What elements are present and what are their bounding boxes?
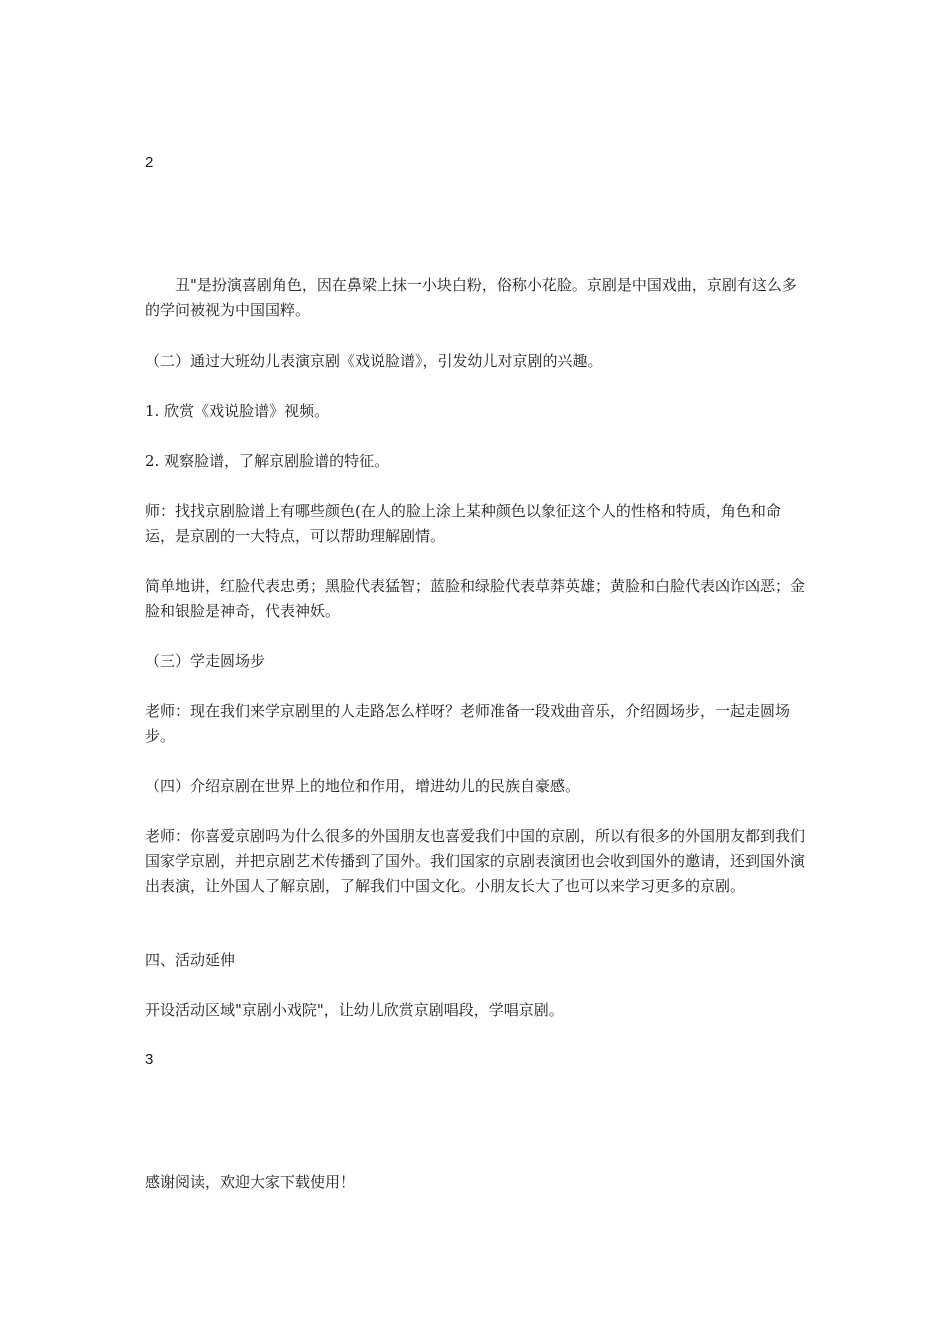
paragraph-teacher-world: 老师：你喜爱京剧吗为什么很多的外国朋友也喜爱我们中国的京剧，所以有很多的外国朋友都到我们国家学京剧，并把京剧艺术传播到了国外。我们国家的京剧表演团也会收到国外的邀请，还到国外演出表演，让外国人了解京剧，了解我们中国文化。小朋友长大了也可以来学习更多的京剧。 — [145, 827, 806, 895]
section-heading-3: （三）学走圆场步 — [145, 652, 266, 670]
list-item-1: 1. 欣赏《戏说脸谱》视频。 — [145, 402, 330, 420]
paragraph-activity-area: 开设活动区域"京剧小戏院"，让幼儿欣赏京剧唱段，学唱京剧。 — [145, 1001, 564, 1019]
closing-text: 感谢阅读，欢迎大家下载使用！ — [145, 1173, 356, 1191]
section-heading-4: （四）介绍京剧在世界上的地位和作用，增进幼儿的民族自豪感。 — [145, 777, 581, 795]
page-number-bottom: 3 — [145, 1051, 154, 1068]
page-number-top: 2 — [145, 154, 154, 171]
paragraph-chou-role: 丑"是扮演喜剧角色，因在鼻梁上抹一小块白粉，俗称小花脸。京剧是中国戏曲，京剧有这么多的学问被视为中国国粹。 — [145, 276, 797, 319]
section-heading-2: （二）通过大班幼儿表演京剧《戏说脸谱》，引发幼儿对京剧的兴趣。 — [145, 352, 603, 370]
section-heading-extension: 四、活动延伸 — [145, 951, 236, 969]
paragraph-teacher-walk: 老师：现在我们来学京剧里的人走路怎么样呀？老师准备一段戏曲音乐，介绍圆场步，一起走圆场步。 — [145, 702, 791, 745]
list-item-2: 2. 观察脸谱，了解京剧脸谱的特征。 — [145, 452, 390, 470]
paragraph-color-meanings: 简单地讲，红脸代表忠勇；黑脸代表猛智；蓝脸和绿脸代表草莽英雄；黄脸和白脸代表凶诈凶恶；金脸和银脸是神奇，代表神妖。 — [145, 577, 806, 620]
paragraph-teacher-colors: 师：找找京剧脸谱上有哪些颜色(在人的脸上涂上某种颜色以象征这个人的性格和特质，角色和命运，是京剧的一大特点，可以帮助理解剧情。 — [145, 502, 781, 545]
